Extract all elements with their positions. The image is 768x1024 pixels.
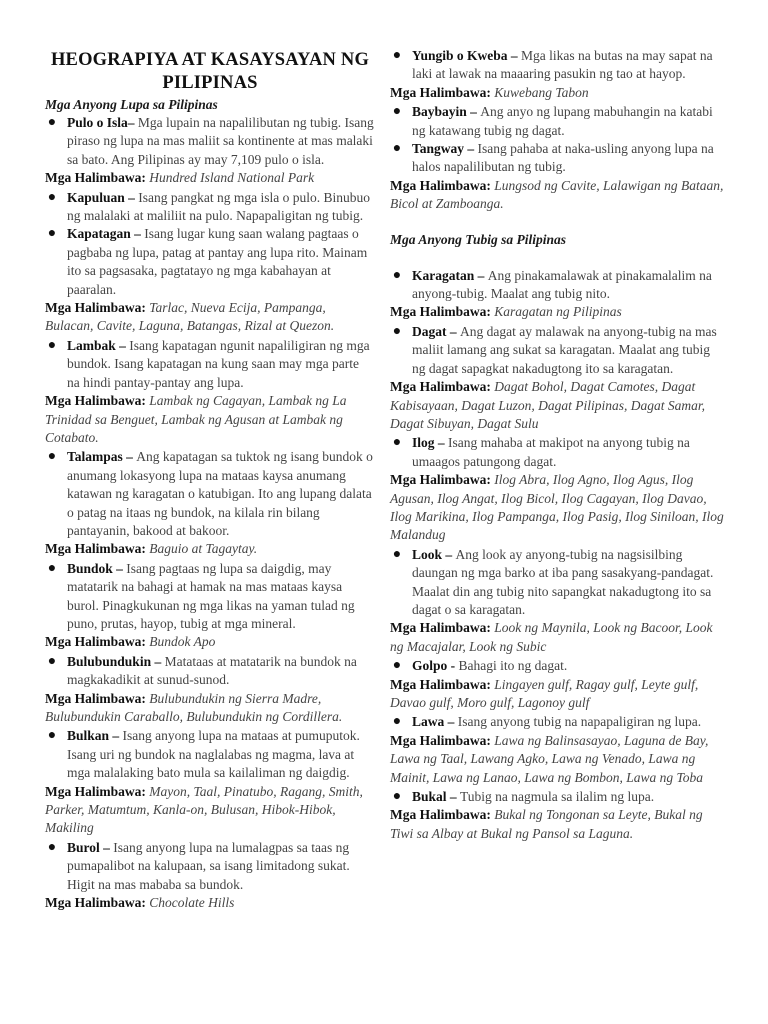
term-entry [45, 653, 375, 690]
term-separator: – [466, 104, 481, 120]
example-text: Dagat Bohol, Dagat Camotes, Dagat Kabisayaan, Dagat Luzon, Dagat Pilipinas, Dagat Samar, Dagat Sibuyan, Dagat Sulu [390, 379, 706, 431]
term-name: Lawa [412, 714, 445, 730]
example-text: Karagatan ng Pilipinas [494, 304, 622, 320]
term-entry [45, 337, 375, 392]
example-line [390, 806, 725, 843]
term-definition: Isang pahaba at naka-usling anyong lupa na halos napalilibutan ng tubig. [412, 141, 714, 175]
example-label: Mga Halimbawa: [390, 620, 491, 636]
term-separator: - [447, 658, 459, 674]
term-separator: – [99, 839, 114, 855]
term-separator: – [446, 323, 460, 339]
term-name: Yungib o Kweba [412, 48, 508, 63]
term-entry [390, 323, 725, 378]
right-column [390, 0, 725, 844]
term-separator: – [122, 449, 137, 465]
term-definition: Isang anyong lupa na lumalagpas sa taas ng pumapalibot na kalupaan, sa isang limitadong sukat. Higit na mas mababa sa bundok. [67, 839, 350, 892]
bullet-icon: ● [392, 658, 402, 674]
example-line [45, 783, 375, 838]
term-definition: Isang pangkat ng mga isla o pulo. Binubuo ng malalaki at maliliit na pulo. Napapaligitan ng tubig. [67, 189, 371, 224]
term-separator: – [130, 226, 145, 242]
term-name: Kapuluan [67, 189, 125, 205]
term-name: Karagatan [412, 267, 475, 283]
term-definition: Ang pinakamalawak at pinakamalalim na anyong-tubig. Maalat ang tubig nito. [412, 267, 712, 302]
example-label: Mga Halimbawa: [390, 84, 491, 100]
bullet-icon: ● [47, 226, 57, 242]
bullet-icon: ● [47, 728, 57, 744]
bullet-icon: ● [47, 449, 57, 465]
bullet-icon: ● [392, 789, 402, 805]
bullet-icon: ● [47, 653, 57, 669]
anyong-tubig-list [390, 267, 725, 844]
term-definition: Isang mahaba at makipot na anyong tubig na umaagos patungong dagat. [412, 435, 690, 469]
example-text: Look ng Maynila, Look ng Bacoor, Look ng Macajalar, Look ng Subic [390, 620, 713, 654]
term-entry [390, 713, 725, 731]
example-label: Mga Halimbawa: [390, 379, 491, 395]
term-entry [390, 657, 725, 675]
example-text: Bundok Apo [149, 634, 216, 650]
example-text: Lawa ng Balinsasayao, Laguna de Bay, Lawa ng Taal, Lawang Agko, Lawa ng Venado, Lawa ng Mainit, Lawa ng Lanao, Lawa ng Bombon, Lawa ng Toba [390, 732, 709, 785]
term-name: Baybayin [412, 104, 467, 120]
example-label: Mga Halimbawa: [45, 300, 146, 316]
example-label: Mga Halimbawa: [390, 304, 491, 320]
term-separator: – [442, 546, 456, 562]
example-label: Mga Halimbawa: [45, 783, 146, 799]
example-text: Ilog Abra, Ilog Agno, Ilog Agus, Ilog Agusan, Ilog Angat, Ilog Bicol, Ilog Cagayan, Ilog Davao, Ilog Marikina, Ilog Pampanga, Ilog Pasig, Ilog Siniloan, Ilog Malandug [390, 472, 724, 543]
example-label: Mga Halimbawa: [390, 472, 491, 488]
term-definition: Mga lupain na napalilibutan ng tubig. Isang piraso ng lupa na mas maliit sa kontinente at mas malaki sa bato. Ang Pilipinas ay may 7,109 pulo o isla. [67, 115, 374, 167]
term-definition: Bahagi ito ng dagat. [458, 658, 568, 674]
bullet-icon: ● [47, 115, 57, 130]
term-entry [45, 189, 375, 226]
term-definition: Isang anyong tubig na napapaligiran ng lupa. [457, 714, 702, 730]
term-entry [390, 267, 725, 304]
example-text: Kuwebang Tabon [494, 84, 589, 100]
example-label: Mga Halimbawa: [45, 634, 146, 650]
term-entry [390, 546, 725, 620]
bullet-icon: ● [392, 435, 402, 451]
term-name: Look [412, 546, 443, 562]
term-definition: Ang look ay anyong-tubig na nagsisilbing daungan ng mga barko at iba pang sasakyang-pandagat. Maalat din ang tubig nito sapangkat nakadugtong ito sa dagat o sa karagatan. [412, 546, 714, 617]
term-name: Tangway [412, 141, 465, 157]
example-text: Baguio at Tagaytay. [149, 541, 258, 557]
anyong-lupa-list [45, 114, 375, 912]
bullet-icon: ● [392, 267, 402, 283]
term-entry [45, 225, 375, 299]
term-definition: Matataas at matatarik na bundok na magkakadikit at sunud-sunod. [67, 653, 357, 688]
example-line [45, 540, 375, 558]
example-text: Lungsod ng Cavite, Lalawigan ng Bataan, Bicol at Zamboanga. [390, 177, 724, 212]
term-name: Talampas [67, 449, 123, 465]
example-line [45, 392, 375, 447]
example-line [45, 894, 375, 912]
term-entry [390, 434, 725, 471]
term-name: Lambak [67, 337, 116, 353]
term-separator: – [474, 267, 488, 283]
term-entry [45, 114, 375, 169]
example-line [390, 619, 725, 656]
term-name: Burol [67, 839, 100, 855]
example-label: Mga Halimbawa: [45, 690, 146, 706]
term-definition: Isang kapatagan ngunit napaliligiran ng mga bundok. Isang kapatagan na kung saan may mga parte na hindi pantay-pantay ang lupa. [67, 337, 370, 390]
term-separator: – [109, 728, 123, 744]
term-separator: – [115, 337, 130, 353]
term-entry [390, 140, 725, 177]
example-line [390, 378, 725, 433]
example-text: Bulubundukin ng Sierra Madre, Bulubundukin Caraballo, Bulubundukin ng Cordillera. [45, 690, 343, 724]
bullet-icon: ● [47, 839, 57, 855]
term-name: Golpo [412, 658, 448, 674]
example-line [390, 471, 725, 545]
bullet-icon: ● [392, 104, 402, 120]
term-entry [390, 103, 725, 140]
term-name: Ilog [412, 435, 435, 451]
bullet-icon: ● [47, 189, 57, 205]
term-definition: Mga likas na butas na may sapat na laki at lawak na maaaring pasukin ng tao at hayop. [412, 48, 713, 82]
term-entry [390, 47, 725, 84]
example-label: Mga Halimbawa: [45, 541, 146, 557]
left-column [45, 0, 375, 913]
term-separator: – [112, 560, 127, 576]
term-name: Dagat [412, 323, 447, 339]
term-separator: – [124, 189, 139, 205]
term-separator: – [507, 48, 522, 63]
term-definition: Isang pagtaas ng lupa sa daigdig, may matatarik na bahagi at hamak na mas mataas kaysa burol. Pinagkukunan ng mga likas na yaman tulad ng puno, prutas, hayop, tubig at mga mineral. [67, 560, 355, 631]
example-text: Lambak ng Cagayan, Lambak ng La Trinidad sa Benguet, Lambak ng Agusan at Lambak ng Cotabato. [45, 393, 347, 445]
term-entry [45, 839, 375, 894]
example-text: Bukal ng Tongonan sa Leyte, Bukal ng Tiwi sa Albay at Bukal ng Pansol sa Laguna. [390, 807, 703, 841]
term-name: Bulubundukin [67, 653, 152, 669]
term-entry [45, 727, 375, 782]
term-entry [45, 560, 375, 634]
bullet-icon: ● [392, 546, 402, 562]
section-heading-anyong-lupa: Mga Anyong Lupa sa Pilipinas [45, 97, 218, 112]
example-text: Hundred Island National Park [149, 170, 315, 186]
bullet-icon: ● [47, 560, 57, 576]
anyong-lupa-list-continued [390, 47, 725, 214]
term-separator: – [151, 653, 165, 669]
term-entry [390, 788, 725, 806]
example-line [390, 84, 725, 102]
term-separator: – [444, 714, 458, 730]
term-definition: Isang lugar kung saan walang pagtaas o pagbaba ng lupa, patag at pantay ang lupa rito. Mainam ito sa pagsasaka, pagtatayo ng mga kabahayan at paaralan. [67, 226, 368, 297]
term-definition: Ang dagat ay malawak na anyong-tubig na mas maliit lamang ang sukat sa karagatan. Maalat ang tubig ng dagat sapagkat nakadugtong ito sa karagatan. [412, 323, 717, 376]
example-label: Mga Halimbawa: [390, 732, 491, 748]
section-heading-anyong-tubig: Mga Anyong Tubig sa Pilipinas [390, 231, 567, 247]
term-separator: – [446, 789, 461, 805]
example-label: Mga Halimbawa: [45, 170, 146, 186]
term-entry [45, 448, 375, 540]
example-line [390, 676, 725, 713]
term-separator: – [127, 115, 138, 130]
bullet-icon: ● [392, 714, 402, 730]
example-label: Mga Halimbawa: [45, 895, 146, 911]
example-text: Chocolate Hills [149, 895, 235, 911]
example-line [45, 169, 375, 187]
example-text: Lingayen gulf, Ragay gulf, Leyte gulf, Davao gulf, Moro gulf, Lagonoy gulf [390, 676, 699, 710]
example-line [390, 732, 725, 787]
term-name: Bundok [67, 560, 113, 576]
term-name: Bukal [412, 789, 447, 805]
bullet-icon: ● [392, 323, 402, 339]
term-name: Kapatagan [67, 226, 131, 242]
example-label: Mga Halimbawa: [390, 676, 491, 692]
term-definition: Ang kapatagan sa tuktok ng isang bundok o anumang lokasyong lupa na mataas kaysa anumang katawan ng karagatan o katubigan. Ito ang lupang dalata o patag na itaas ng bundok, na kilala rin bilang pantayanin, bakood at bakoor. [67, 449, 373, 538]
example-line [390, 177, 725, 214]
term-name: Pulo o Isla [67, 115, 128, 130]
term-definition: Isang anyong lupa na mataas at pumuputok. Isang uri ng bundok na naglalabas ng magma, lava at mga malalaking bato mula sa kailaliman ng daigdig. [67, 728, 360, 781]
example-line [45, 690, 375, 727]
term-definition: Tubig na nagmula sa ilalim ng lupa. [460, 789, 655, 805]
bullet-icon: ● [392, 141, 402, 157]
example-label: Mga Halimbawa: [390, 177, 491, 193]
bullet-icon: ● [47, 337, 57, 353]
example-text: Mayon, Taal, Pinatubo, Ragang, Smith, Parker, Matumtum, Kanla-on, Bulusan, Hibok-Hibok, Makiling [45, 783, 363, 836]
example-label: Mga Halimbawa: [45, 393, 146, 409]
example-text: Tarlac, Nueva Ecija, Pampanga, Bulacan, Cavite, Laguna, Batangas, Rizal at Quezon. [45, 300, 335, 334]
example-label: Mga Halimbawa: [390, 807, 491, 823]
term-separator: – [464, 141, 478, 157]
example-line [45, 633, 375, 651]
term-separator: – [434, 435, 449, 451]
term-name: Bulkan [67, 728, 110, 744]
bullet-icon: ● [392, 48, 402, 63]
example-line [45, 299, 375, 336]
example-line [390, 303, 725, 321]
document-title: HEOGRAPIYA AT KASAYSAYAN NG PILIPINAS [50, 50, 370, 93]
term-definition: Ang anyo ng lupang mabuhangin na katabi ng katawang tubig ng dagat. [412, 104, 713, 138]
